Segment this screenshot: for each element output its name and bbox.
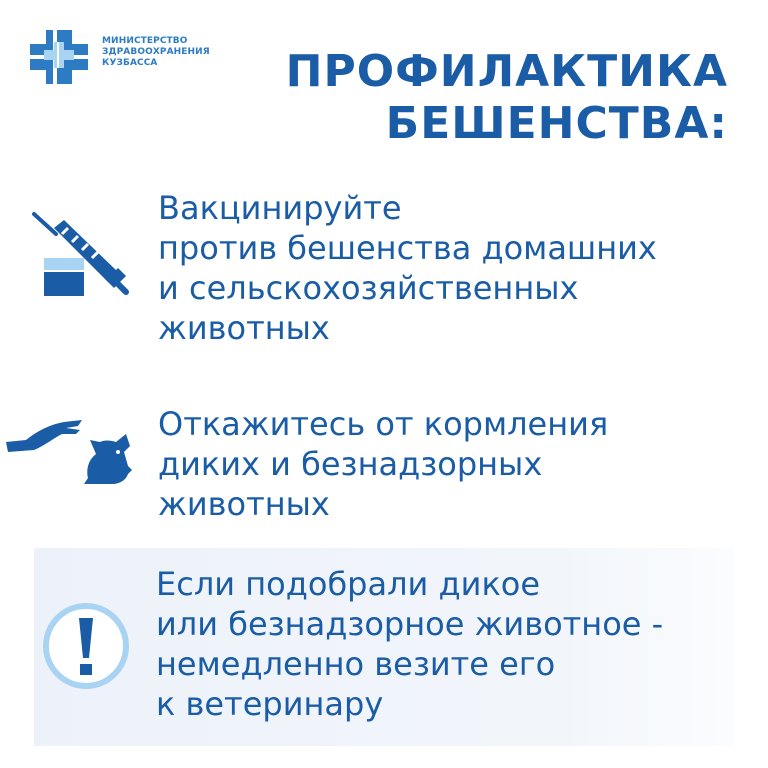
ministry-name-line: ЗДРАВООХРАНЕНИЯ [102,47,210,57]
hand-and-dog-icon [4,412,144,496]
feeding-text-line: животных [158,485,330,523]
callout-text-line: немедленно везите его [156,645,556,683]
callout-text-line: к ветеринару [156,685,384,723]
exclamation-circle-icon [40,600,132,692]
vaccinate-text-line: против бешенства домашних [158,229,657,267]
feeding-text-line: диких и безнадзорных [158,445,543,483]
callout-text-line: Если подобрали дикое [156,565,541,603]
medical-cross-logo-icon [22,26,94,90]
ministry-name-line: МИНИСТЕРСТВО [102,36,188,46]
title-line: БЕШЕНСТВА: [385,98,728,149]
syringe-vaccine-icon [28,206,132,310]
page-title [286,46,728,150]
callout-text-line: или безнадзорное животное - [156,605,664,643]
warning-callout [34,548,734,746]
vaccinate-text-line: Вакцинируйте [158,189,402,227]
callout-text [156,564,663,724]
ministry-logo [22,26,222,90]
feeding-text-line: Откажитесь от кормления [158,405,609,443]
vaccinate-text-line: животных [158,309,330,347]
vaccinate-text-line: и сельскохозяйственных [158,269,579,307]
ministry-name [102,36,210,69]
ministry-name-line: КУЗБАССА [102,58,158,68]
title-line: ПРОФИЛАКТИКА [285,46,728,97]
vaccinate-text [158,188,657,348]
feeding-text [158,404,608,524]
